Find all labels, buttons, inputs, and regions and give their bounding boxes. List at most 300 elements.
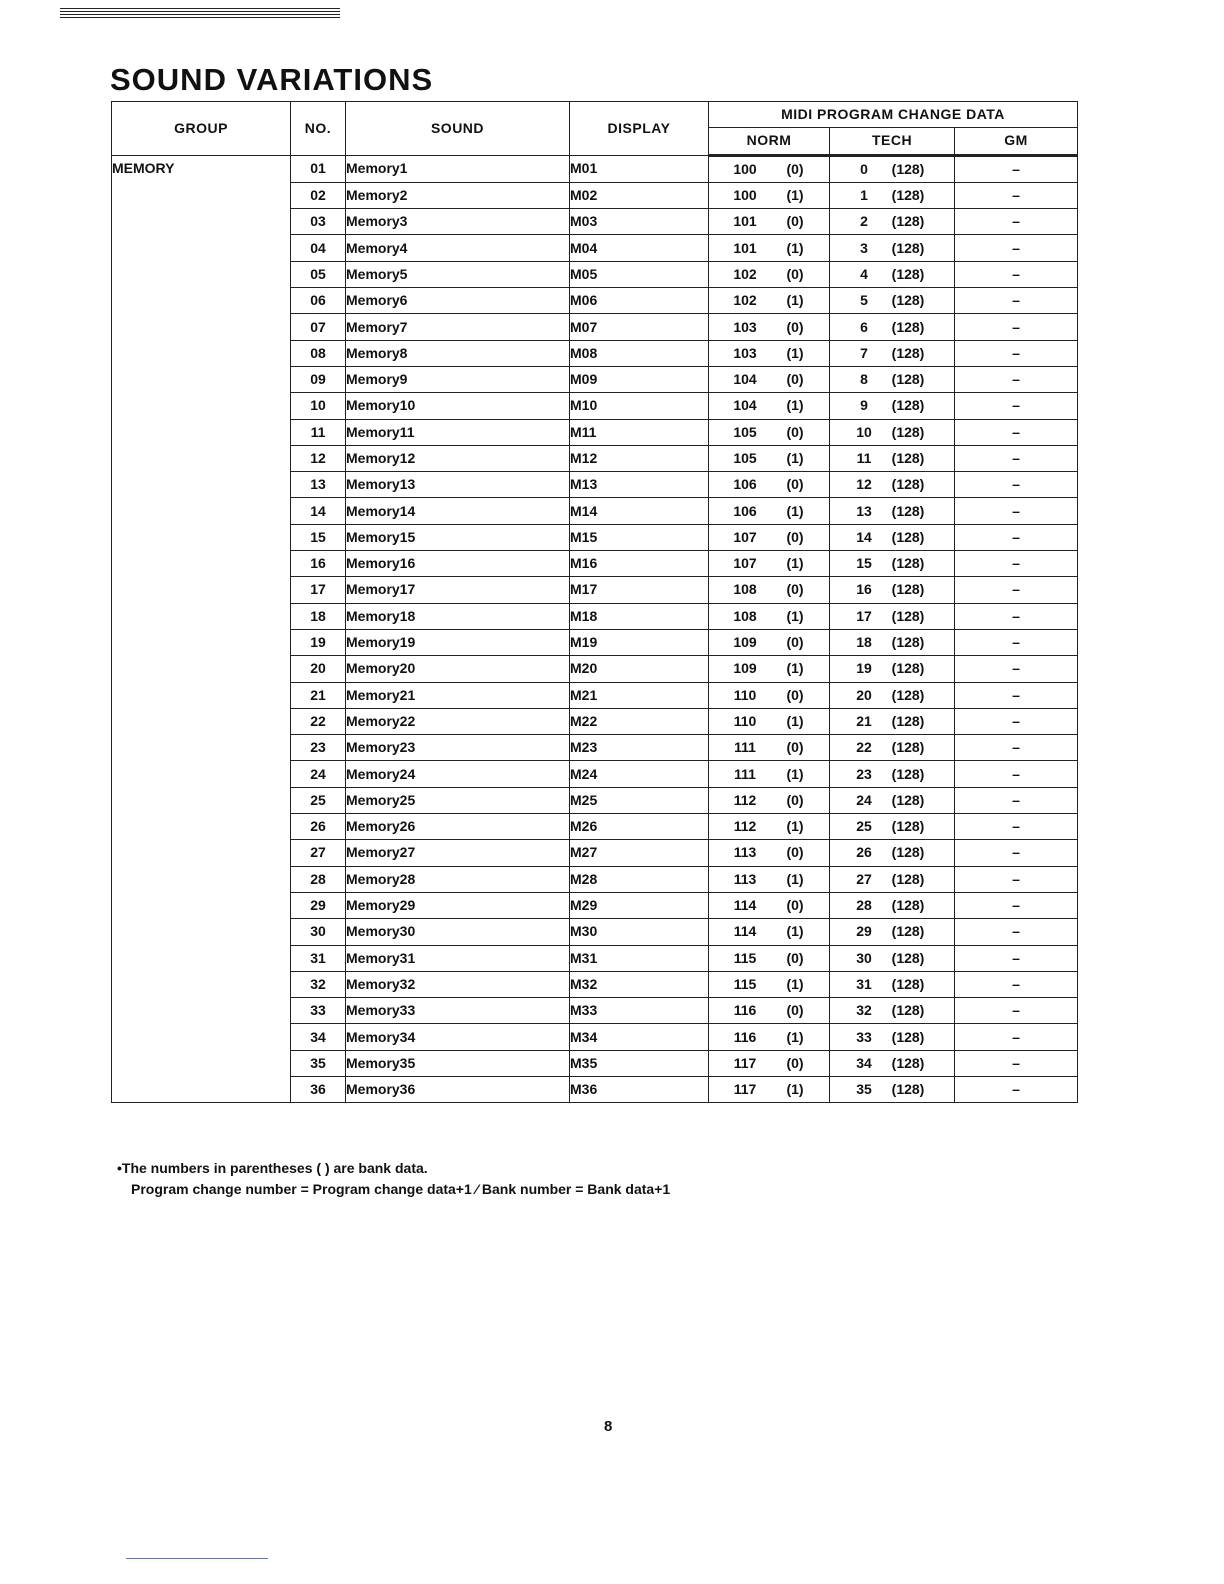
display-cell: M04 (570, 235, 709, 261)
tech-cell (830, 1050, 955, 1076)
norm-program-change: 112 (733, 791, 757, 808)
gm-cell: – (955, 445, 1078, 471)
norm-program-change: 103 (733, 318, 757, 335)
norm-bank: (1) (786, 765, 804, 782)
gm-cell: – (955, 366, 1078, 392)
tech-cell (830, 971, 955, 997)
no-cell: 02 (291, 182, 346, 208)
norm-cell (709, 288, 830, 314)
tech-bank: (128) (891, 1028, 925, 1045)
sound-cell: Memory15 (346, 524, 570, 550)
tech-bank: (128) (891, 318, 925, 335)
tech-bank: (128) (891, 923, 925, 940)
tech-bank: (128) (891, 344, 925, 361)
gm-cell: – (955, 472, 1078, 498)
gm-cell: – (955, 787, 1078, 813)
tech-program-change: 31 (856, 975, 872, 992)
tech-cell (830, 366, 955, 392)
norm-cell (709, 814, 830, 840)
gm-cell: – (955, 656, 1078, 682)
display-cell: M08 (570, 340, 709, 366)
norm-cell (709, 472, 830, 498)
no-cell: 14 (291, 498, 346, 524)
display-cell: M26 (570, 814, 709, 840)
no-cell: 28 (291, 866, 346, 892)
sound-cell: Memory25 (346, 787, 570, 813)
norm-bank: (1) (786, 660, 804, 677)
gm-cell: – (955, 261, 1078, 287)
norm-program-change: 115 (733, 949, 757, 966)
tech-bank: (128) (891, 870, 925, 887)
norm-program-change: 108 (733, 607, 757, 624)
norm-cell (709, 998, 830, 1024)
tech-bank: (128) (891, 213, 925, 230)
norm-cell (709, 919, 830, 945)
norm-program-change: 104 (733, 371, 757, 388)
footnote-line-2: Program change number = Program change data+1 ⁄ Bank number = Bank data+1 (131, 1181, 671, 1197)
tech-program-change: 20 (856, 686, 872, 703)
bottom-rule-decoration (126, 1558, 268, 1559)
no-cell: 19 (291, 629, 346, 655)
tech-program-change: 26 (856, 844, 872, 861)
sound-cell: Memory4 (346, 235, 570, 261)
norm-bank: (0) (786, 686, 804, 703)
tech-program-change: 29 (856, 923, 872, 940)
norm-cell (709, 155, 830, 182)
tech-program-change: 3 (860, 239, 868, 256)
display-cell: M18 (570, 603, 709, 629)
norm-cell (709, 577, 830, 603)
tech-program-change: 34 (856, 1054, 872, 1071)
norm-program-change: 114 (733, 923, 757, 940)
display-cell: M06 (570, 288, 709, 314)
sound-cell: Memory27 (346, 840, 570, 866)
norm-cell (709, 708, 830, 734)
norm-cell (709, 182, 830, 208)
gm-cell: – (955, 708, 1078, 734)
norm-bank: (1) (786, 607, 804, 624)
tech-cell (830, 682, 955, 708)
gm-cell: – (955, 182, 1078, 208)
tech-bank: (128) (891, 1081, 925, 1098)
norm-bank: (1) (786, 712, 804, 729)
norm-program-change: 113 (733, 844, 757, 861)
norm-bank: (1) (786, 870, 804, 887)
no-cell: 18 (291, 603, 346, 629)
norm-bank: (0) (786, 160, 804, 177)
sound-cell: Memory3 (346, 209, 570, 235)
tech-program-change: 11 (856, 450, 872, 466)
norm-cell (709, 603, 830, 629)
norm-cell (709, 209, 830, 235)
tech-program-change: 18 (856, 634, 872, 651)
norm-cell (709, 735, 830, 761)
norm-cell (709, 761, 830, 787)
tech-cell (830, 919, 955, 945)
sound-cell: Memory20 (346, 656, 570, 682)
no-cell: 12 (291, 445, 346, 471)
tech-program-change: 28 (856, 897, 872, 914)
norm-bank: (0) (786, 1054, 804, 1071)
display-cell: M34 (570, 1024, 709, 1050)
sound-cell: Memory1 (346, 155, 570, 182)
norm-bank: (0) (786, 581, 804, 598)
tech-bank: (128) (891, 555, 925, 572)
gm-cell: – (955, 314, 1078, 340)
no-cell: 30 (291, 919, 346, 945)
display-cell: M09 (570, 366, 709, 392)
display-cell: M27 (570, 840, 709, 866)
tech-cell (830, 314, 955, 340)
norm-program-change: 102 (733, 265, 757, 282)
display-cell: M19 (570, 629, 709, 655)
tech-program-change: 19 (856, 660, 872, 677)
norm-bank: (1) (786, 975, 804, 992)
header-midi-program-change-data: MIDI PROGRAM CHANGE DATA (709, 102, 1078, 128)
no-cell: 01 (291, 155, 346, 182)
norm-program-change: 111 (734, 765, 756, 782)
gm-cell: – (955, 998, 1078, 1024)
gm-cell: – (955, 866, 1078, 892)
norm-program-change: 101 (733, 239, 757, 256)
norm-program-change: 113 (733, 870, 757, 887)
tech-program-change: 35 (856, 1081, 872, 1098)
tech-program-change: 1 (860, 187, 868, 204)
tech-program-change: 22 (856, 739, 872, 756)
norm-bank: (1) (786, 818, 804, 835)
tech-cell (830, 235, 955, 261)
gm-cell: – (955, 892, 1078, 918)
gm-cell: – (955, 603, 1078, 629)
sound-cell: Memory5 (346, 261, 570, 287)
norm-bank: (0) (786, 528, 804, 545)
norm-program-change: 105 (733, 423, 757, 440)
norm-cell (709, 629, 830, 655)
tech-cell (830, 1076, 955, 1102)
norm-program-change: 116 (733, 1028, 757, 1045)
norm-cell (709, 314, 830, 340)
tech-cell (830, 393, 955, 419)
gm-cell: – (955, 945, 1078, 971)
sound-cell: Memory29 (346, 892, 570, 918)
tech-bank: (128) (891, 371, 925, 388)
norm-bank: (1) (786, 1081, 804, 1098)
tech-bank: (128) (891, 634, 925, 651)
tech-cell (830, 498, 955, 524)
gm-cell: – (955, 551, 1078, 577)
sound-cell: Memory12 (346, 445, 570, 471)
no-cell: 32 (291, 971, 346, 997)
tech-bank: (128) (891, 581, 925, 598)
display-cell: M14 (570, 498, 709, 524)
norm-program-change: 106 (733, 502, 757, 519)
no-cell: 26 (291, 814, 346, 840)
gm-cell: – (955, 919, 1078, 945)
norm-bank: (1) (786, 1028, 804, 1045)
sound-cell: Memory28 (346, 866, 570, 892)
gm-cell: – (955, 1024, 1078, 1050)
tech-cell (830, 472, 955, 498)
tech-program-change: 12 (856, 476, 872, 493)
norm-cell (709, 971, 830, 997)
norm-bank: (1) (786, 187, 804, 204)
display-cell: M05 (570, 261, 709, 287)
tech-bank: (128) (891, 239, 925, 256)
header-tech: TECH (830, 128, 955, 155)
gm-cell: – (955, 419, 1078, 445)
norm-cell (709, 366, 830, 392)
norm-bank: (0) (786, 897, 804, 914)
header-group: GROUP (112, 102, 291, 156)
gm-cell: – (955, 971, 1078, 997)
sound-cell: Memory10 (346, 393, 570, 419)
tech-cell (830, 1024, 955, 1050)
display-cell: M23 (570, 735, 709, 761)
gm-cell: – (955, 288, 1078, 314)
tech-bank: (128) (891, 423, 925, 440)
norm-program-change: 115 (733, 975, 757, 992)
tech-program-change: 17 (856, 607, 872, 624)
tech-program-change: 16 (856, 581, 872, 598)
gm-cell: – (955, 761, 1078, 787)
display-cell: M33 (570, 998, 709, 1024)
no-cell: 21 (291, 682, 346, 708)
tech-bank: (128) (891, 502, 925, 519)
gm-cell: – (955, 340, 1078, 366)
top-rule-decoration (60, 8, 340, 18)
norm-bank: (0) (786, 1002, 804, 1019)
tech-bank: (128) (891, 712, 925, 729)
no-cell: 17 (291, 577, 346, 603)
tech-bank: (128) (891, 450, 925, 466)
tech-cell (830, 288, 955, 314)
display-cell: M24 (570, 761, 709, 787)
sound-cell: Memory18 (346, 603, 570, 629)
norm-bank: (0) (786, 423, 804, 440)
sound-cell: Memory30 (346, 919, 570, 945)
norm-bank: (1) (786, 397, 804, 414)
tech-program-change: 6 (860, 318, 868, 335)
sound-cell: Memory22 (346, 708, 570, 734)
header-norm: NORM (709, 128, 830, 155)
tech-cell (830, 708, 955, 734)
header-no: NO. (291, 102, 346, 156)
tech-cell (830, 787, 955, 813)
display-cell: M20 (570, 656, 709, 682)
norm-cell (709, 866, 830, 892)
tech-cell (830, 998, 955, 1024)
no-cell: 35 (291, 1050, 346, 1076)
sound-cell: Memory8 (346, 340, 570, 366)
norm-cell (709, 261, 830, 287)
tech-bank: (128) (891, 739, 925, 756)
sound-cell: Memory24 (346, 761, 570, 787)
page-title: SOUND VARIATIONS (110, 62, 434, 97)
tech-cell (830, 735, 955, 761)
norm-program-change: 110 (733, 686, 757, 703)
norm-bank: (1) (786, 923, 804, 940)
display-cell: M07 (570, 314, 709, 340)
table-row (112, 155, 1078, 182)
norm-bank: (1) (786, 502, 804, 519)
header-display: DISPLAY (570, 102, 709, 156)
norm-cell (709, 945, 830, 971)
sound-variations-table (111, 101, 1078, 1103)
no-cell: 24 (291, 761, 346, 787)
norm-bank: (0) (786, 213, 804, 230)
tech-program-change: 30 (856, 949, 872, 966)
sound-cell: Memory13 (346, 472, 570, 498)
norm-cell (709, 498, 830, 524)
display-cell: M17 (570, 577, 709, 603)
no-cell: 29 (291, 892, 346, 918)
no-cell: 11 (291, 419, 346, 445)
tech-cell (830, 761, 955, 787)
norm-cell (709, 551, 830, 577)
norm-program-change: 105 (733, 450, 757, 466)
sound-cell: Memory36 (346, 1076, 570, 1102)
norm-cell (709, 682, 830, 708)
gm-cell: – (955, 814, 1078, 840)
norm-program-change: 107 (733, 528, 757, 545)
display-cell: M01 (570, 155, 709, 182)
tech-program-change: 0 (860, 160, 868, 177)
norm-program-change: 103 (733, 344, 757, 361)
sound-cell: Memory32 (346, 971, 570, 997)
display-cell: M03 (570, 209, 709, 235)
tech-cell (830, 209, 955, 235)
display-cell: M10 (570, 393, 709, 419)
tech-program-change: 2 (860, 213, 868, 230)
display-cell: M36 (570, 1076, 709, 1102)
no-cell: 36 (291, 1076, 346, 1102)
norm-program-change: 111 (734, 739, 756, 756)
display-cell: M32 (570, 971, 709, 997)
tech-cell (830, 577, 955, 603)
norm-cell (709, 892, 830, 918)
norm-program-change: 106 (733, 476, 757, 493)
display-cell: M16 (570, 551, 709, 577)
no-cell: 08 (291, 340, 346, 366)
tech-program-change: 23 (856, 765, 872, 782)
tech-bank: (128) (891, 686, 925, 703)
norm-cell (709, 656, 830, 682)
norm-bank: (0) (786, 634, 804, 651)
gm-cell: – (955, 209, 1078, 235)
sound-cell: Memory16 (346, 551, 570, 577)
tech-cell (830, 419, 955, 445)
tech-program-change: 21 (856, 712, 872, 729)
header-sound: SOUND (346, 102, 570, 156)
sound-cell: Memory6 (346, 288, 570, 314)
tech-cell (830, 814, 955, 840)
norm-bank: (0) (786, 476, 804, 493)
table-body (112, 155, 1078, 1103)
sound-cell: Memory23 (346, 735, 570, 761)
norm-bank: (0) (786, 949, 804, 966)
norm-bank: (1) (786, 450, 804, 466)
tech-bank: (128) (891, 844, 925, 861)
norm-program-change: 110 (733, 712, 757, 729)
no-cell: 34 (291, 1024, 346, 1050)
tech-bank: (128) (891, 949, 925, 966)
tech-program-change: 10 (856, 423, 872, 440)
sound-cell: Memory7 (346, 314, 570, 340)
norm-bank: (0) (786, 371, 804, 388)
norm-cell (709, 419, 830, 445)
tech-bank: (128) (891, 818, 925, 835)
norm-bank: (0) (786, 739, 804, 756)
tech-program-change: 15 (856, 555, 872, 572)
tech-bank: (128) (891, 897, 925, 914)
norm-cell (709, 1024, 830, 1050)
no-cell: 22 (291, 708, 346, 734)
tech-bank: (128) (891, 265, 925, 282)
tech-cell (830, 524, 955, 550)
tech-bank: (128) (891, 975, 925, 992)
norm-cell (709, 1050, 830, 1076)
display-cell: M02 (570, 182, 709, 208)
tech-bank: (128) (891, 397, 925, 414)
display-cell: M13 (570, 472, 709, 498)
tech-program-change: 5 (860, 292, 868, 309)
footnote-line-1: •The numbers in parentheses ( ) are bank data. (117, 1160, 428, 1176)
norm-program-change: 117 (733, 1054, 757, 1071)
display-cell: M21 (570, 682, 709, 708)
norm-bank: (1) (786, 555, 804, 572)
tech-cell (830, 603, 955, 629)
norm-program-change: 117 (733, 1081, 757, 1098)
tech-bank: (128) (891, 187, 925, 204)
norm-cell (709, 235, 830, 261)
no-cell: 20 (291, 656, 346, 682)
tech-program-change: 9 (860, 397, 868, 414)
tech-cell (830, 155, 955, 182)
norm-program-change: 107 (733, 555, 757, 572)
sound-cell: Memory33 (346, 998, 570, 1024)
no-cell: 09 (291, 366, 346, 392)
display-cell: M22 (570, 708, 709, 734)
footnote (117, 1158, 670, 1200)
sound-cell: Memory21 (346, 682, 570, 708)
gm-cell: – (955, 393, 1078, 419)
display-cell: M31 (570, 945, 709, 971)
norm-bank: (0) (786, 791, 804, 808)
display-cell: M30 (570, 919, 709, 945)
gm-cell: – (955, 498, 1078, 524)
tech-program-change: 33 (856, 1028, 872, 1045)
no-cell: 23 (291, 735, 346, 761)
display-cell: M35 (570, 1050, 709, 1076)
norm-cell (709, 445, 830, 471)
norm-cell (709, 524, 830, 550)
tech-program-change: 25 (856, 818, 872, 835)
tech-bank: (128) (891, 160, 925, 177)
no-cell: 27 (291, 840, 346, 866)
no-cell: 25 (291, 787, 346, 813)
sound-cell: Memory17 (346, 577, 570, 603)
no-cell: 10 (291, 393, 346, 419)
tech-cell (830, 551, 955, 577)
table-header (112, 102, 1078, 156)
norm-cell (709, 787, 830, 813)
header-gm: GM (955, 128, 1078, 155)
norm-bank: (1) (786, 292, 804, 309)
gm-cell: – (955, 155, 1078, 182)
no-cell: 13 (291, 472, 346, 498)
gm-cell: – (955, 1050, 1078, 1076)
tech-program-change: 14 (856, 528, 872, 545)
